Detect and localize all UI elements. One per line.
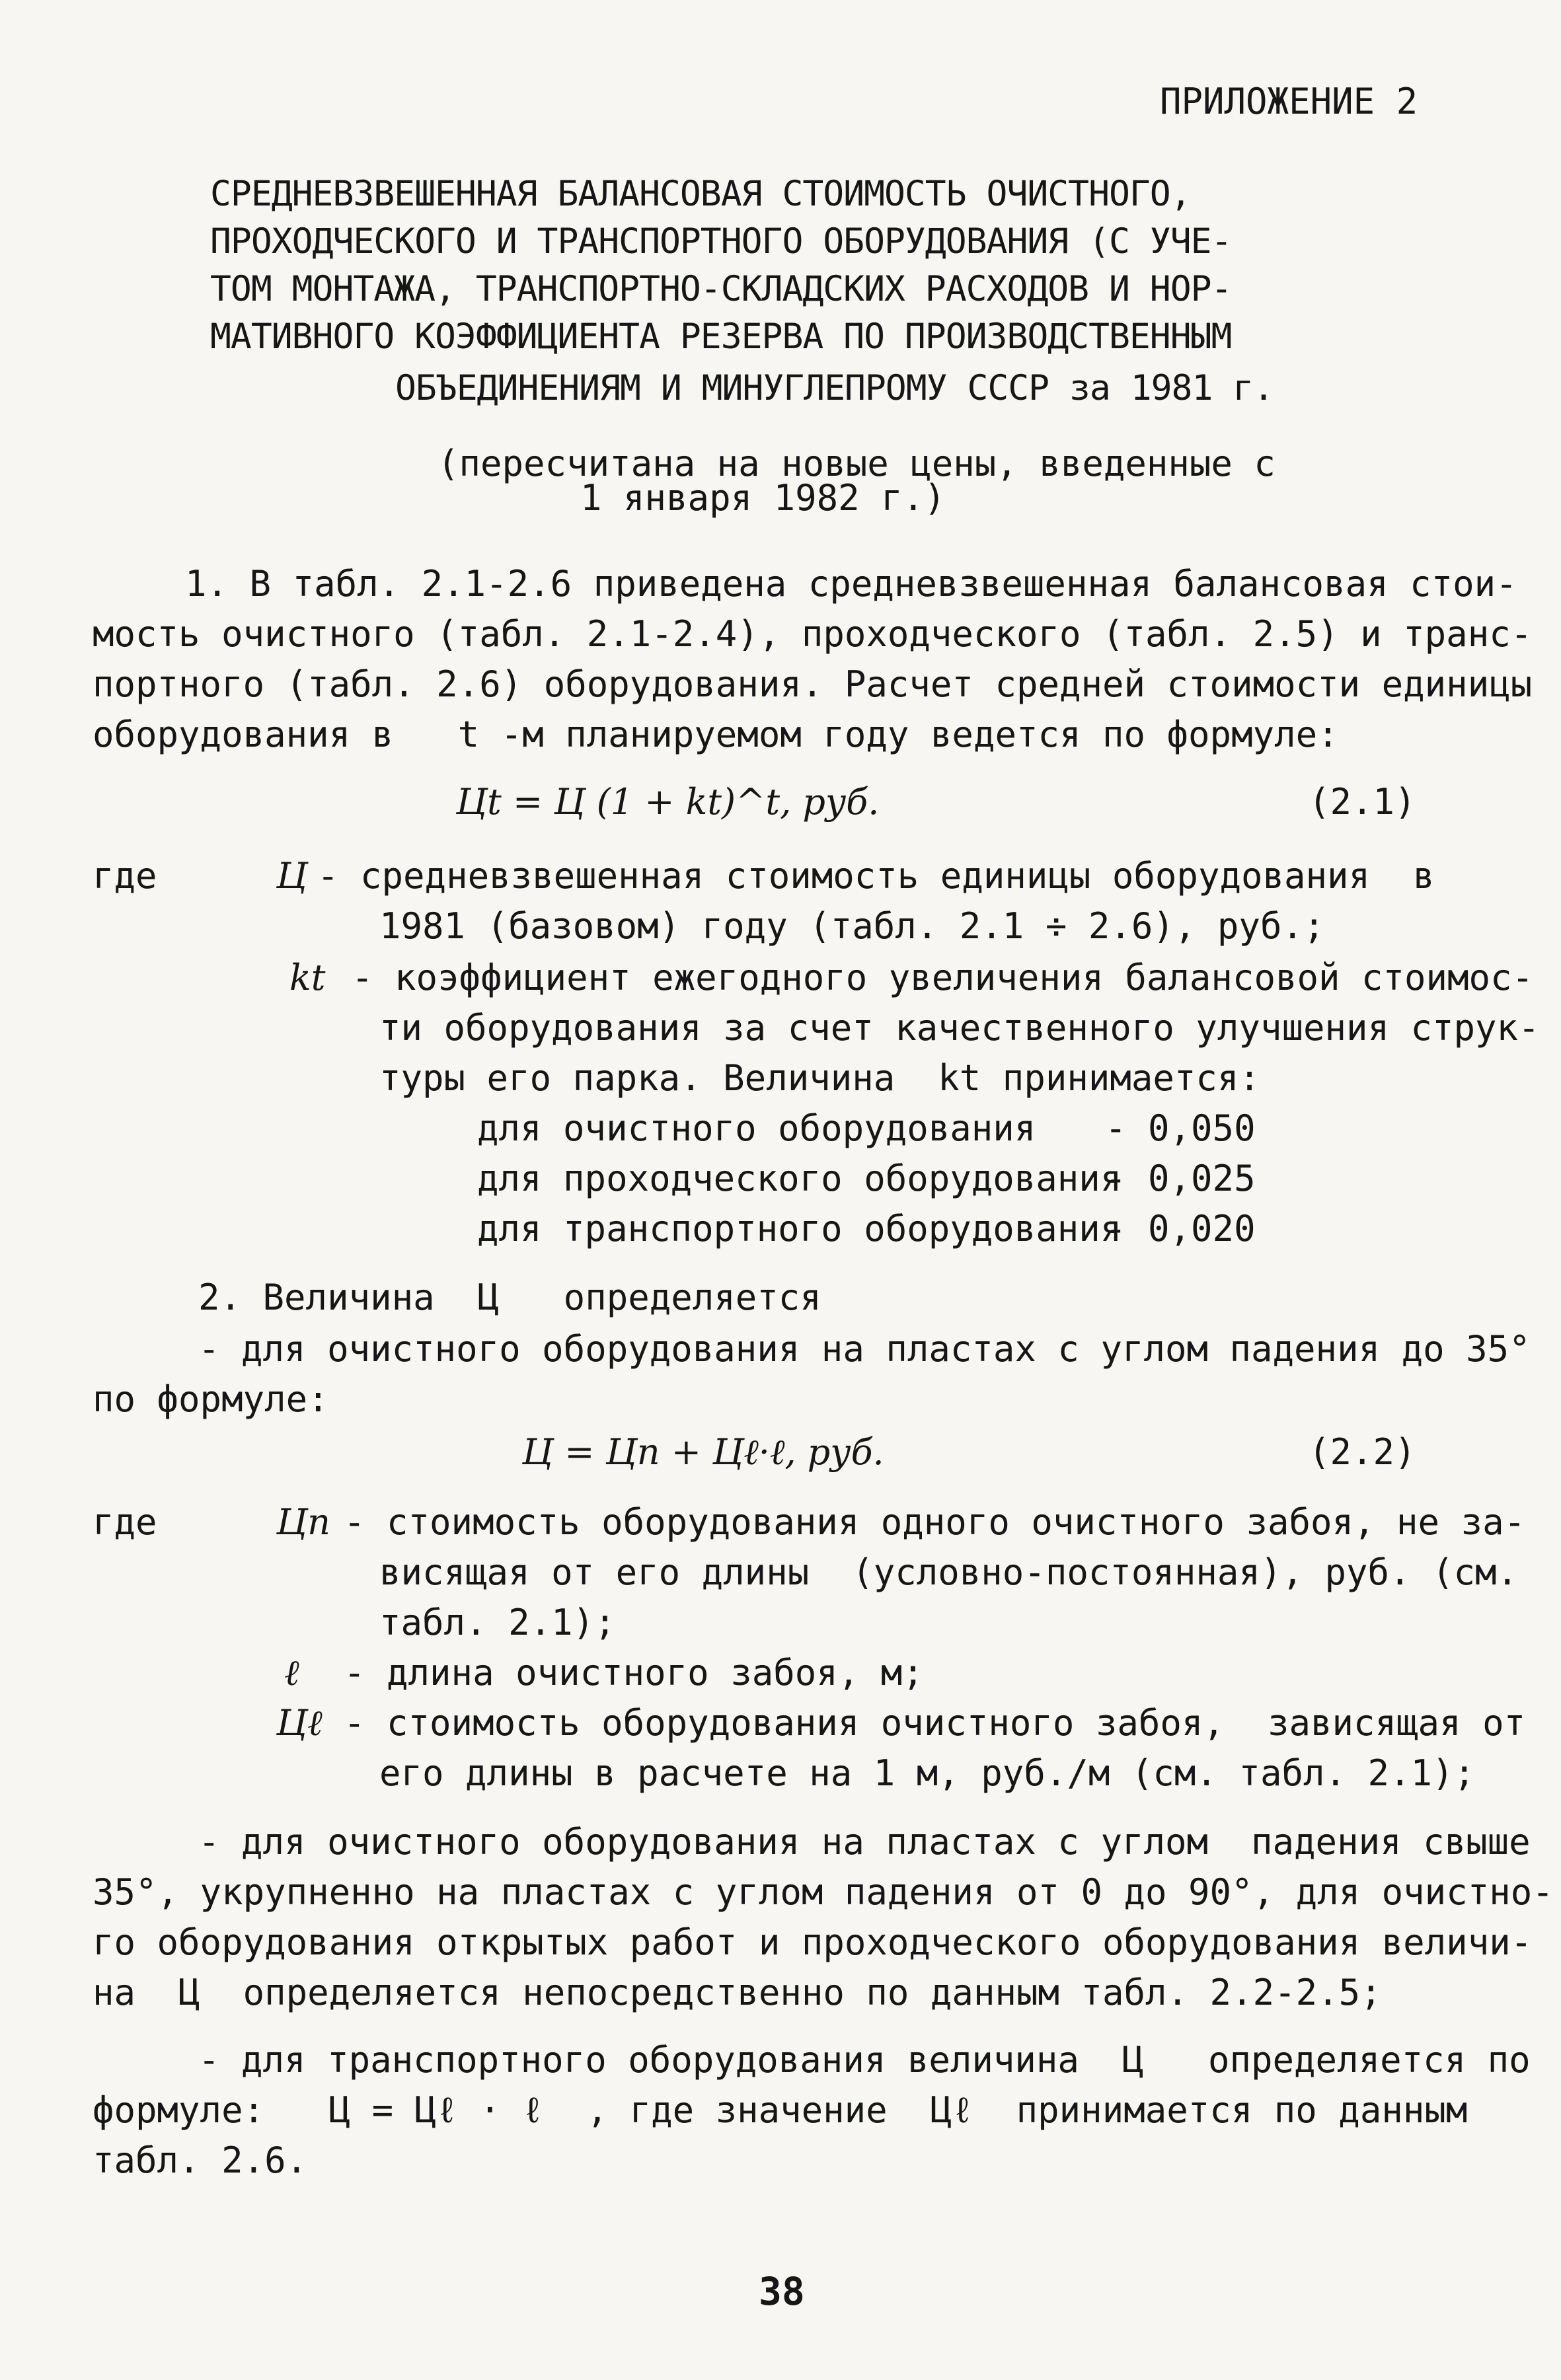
symbol-cl: Цℓ	[276, 1702, 323, 1744]
coef-item-3-value: - 0,020	[1105, 1208, 1256, 1249]
def-cp-line-2: висящая от его длины (условно-постоянная), руб. (см.	[379, 1551, 1519, 1593]
def-c-line-1: - средневзвешенная стоимость единицы оборудования в	[317, 855, 1435, 897]
title-line-5: ОБЪЕДИНЕНИЯМ И МИНУГЛЕПРОМУ СССР за 1981 г.	[395, 368, 1274, 408]
where-label-2: где	[93, 1501, 157, 1543]
where-label-1: где	[93, 855, 157, 897]
def-l-line-1: - длина очистного забоя, м;	[344, 1652, 924, 1693]
subtitle-line-1: (пересчитана на новые цены, введенные с	[438, 443, 1275, 484]
page-number: 38	[759, 2269, 805, 2314]
title-line-3: ТОМ МОНТАЖА, ТРАНСПОРТНО-СКЛАДСКИХ РАСХОДОВ И НОР-	[210, 269, 1232, 309]
formula-2-2: Ц = Цп + Цℓ·ℓ, руб.	[522, 1431, 884, 1473]
def-kt-line-2: ти оборудования за счет качественного улучшения струк-	[379, 1007, 1540, 1049]
p3-line-2: 35°, укрупненно на пластах с углом падения от 0 до 90°, для очистно-	[93, 1871, 1554, 1913]
formula-2-1: Цt = Ц (1 + kt)^t, руб.	[456, 781, 880, 823]
coef-item-1-value: - 0,050	[1105, 1107, 1256, 1149]
p4-line-3: табл. 2.6.	[93, 2139, 308, 2181]
symbol-l: ℓ	[284, 1652, 299, 1693]
title-line-1: СРЕДНЕВЗВЕШЕННАЯ БАЛАНСОВАЯ СТОИМОСТЬ ОЧИСТНОГО,	[210, 174, 1191, 214]
p2-line-1: - для очистного оборудования на пластах с углом падения до 35°	[198, 1328, 1531, 1370]
formula-2-2-number: (2.2)	[1309, 1431, 1416, 1473]
p4-line-1: - для транспортного оборудования величина Ц определяется по	[198, 2039, 1531, 2081]
def-cp-line-3: табл. 2.1);	[379, 1602, 616, 1643]
p2-line-2: по формуле:	[93, 1378, 329, 1420]
title-line-4: МАТИВНОГО КОЭФФИЦИЕНТА РЕЗЕРВА ПО ПРОИЗВОДСТВЕННЫМ	[210, 316, 1232, 357]
coef-item-1-label: для очистного оборудования	[477, 1107, 1036, 1149]
title-line-2: ПРОХОДЧЕСКОГО И ТРАНСПОРТНОГО ОБОРУДОВАНИЯ (С УЧЕ-	[210, 221, 1232, 262]
p3-line-3: го оборудования открытых работ и проходческого оборудования величи-	[93, 1921, 1533, 1963]
def-cl-line-1: - стоимость оборудования очистного забоя, зависящая от	[344, 1702, 1526, 1744]
p1-line-2: мость очистного (табл. 2.1-2.4), проходческого (табл. 2.5) и транс-	[93, 613, 1533, 655]
symbol-c: Ц	[276, 855, 308, 897]
def-c-line-2: 1981 (базовом) году (табл. 2.1 ÷ 2.6), руб.;	[379, 905, 1325, 947]
formula-2-1-number: (2.1)	[1309, 781, 1416, 823]
coef-item-2-label: для проходческого оборудования	[477, 1158, 1122, 1199]
coef-item-3-label: для транспортного оборудования	[477, 1208, 1122, 1249]
def-kt-line-3: туры его парка. Величина kt принимается:	[379, 1057, 1260, 1099]
subtitle-line-2: 1 января 1982 г.)	[580, 477, 946, 519]
def-cl-line-2: его длины в расчете на 1 м, руб./м (см. табл. 2.1);	[379, 1752, 1476, 1794]
p4-line-2: формуле: Ц = Цℓ · ℓ , где значение Цℓ принимается по данным	[93, 2089, 1468, 2131]
p3-line-4: на Ц определяется непосредственно по данным табл. 2.2-2.5;	[93, 1972, 1382, 2013]
def-kt-line-1: - коэффициент ежегодного увеличения балансовой стоимос-	[352, 957, 1534, 998]
p1-line-4: оборудования в t -м планируемом году ведется по формуле:	[93, 714, 1339, 755]
def-cp-line-1: - стоимость оборудования одного очистного забоя, не за-	[344, 1501, 1526, 1543]
appendix-label: ПРИЛОЖЕНИЕ 2	[1160, 81, 1418, 122]
p3-line-1: - для очистного оборудования на пластах с углом падения свыше	[198, 1821, 1531, 1863]
coef-item-2-value: - 0,025	[1105, 1158, 1256, 1199]
symbol-kt: kt	[289, 957, 326, 998]
p1-line-3: портного (табл. 2.6) оборудования. Расчет средней стоимости единицы	[93, 663, 1533, 705]
p1-line-1: 1. В табл. 2.1-2.6 приведена средневзвешенная балансовая стои-	[185, 563, 1517, 605]
symbol-cp: Цп	[276, 1501, 330, 1543]
p2-heading: 2. Величина Ц определяется	[198, 1277, 821, 1318]
